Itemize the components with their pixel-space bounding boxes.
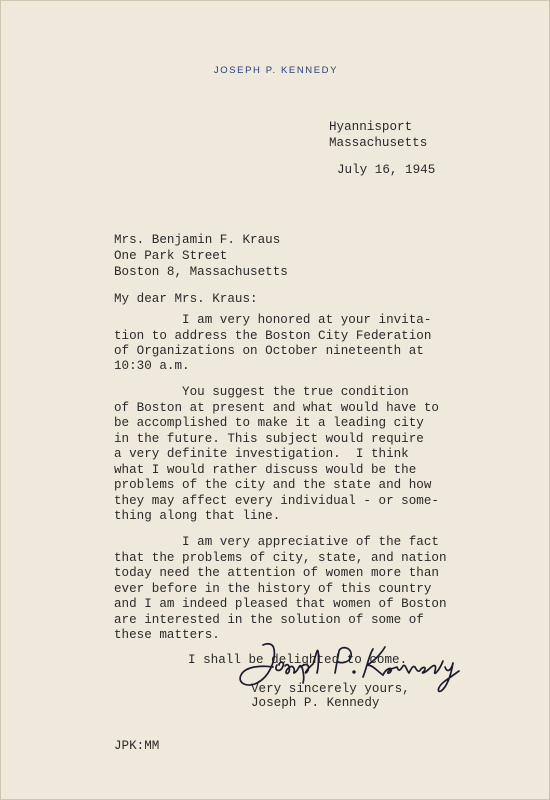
valediction: Very sincerely yours, xyxy=(251,682,410,696)
paragraph-line: tion to address the Boston City Federation xyxy=(114,329,432,343)
letterhead: JOSEPH P. KENNEDY xyxy=(213,65,339,76)
paragraph-line: 10:30 a.m. xyxy=(114,359,190,373)
paragraph-line: today need the attention of women more than xyxy=(114,566,439,580)
recipient-city: Boston 8, Massachusetts xyxy=(114,265,288,279)
place-line-state: Massachusetts xyxy=(329,136,428,150)
reference-initials: JPK:MM xyxy=(114,739,160,753)
recipient-street: One Park Street xyxy=(114,249,228,263)
recipient-name: Mrs. Benjamin F. Kraus xyxy=(114,233,281,247)
letter-date: July 16, 1945 xyxy=(337,163,436,177)
paragraph-line: of Boston at present and what would have to xyxy=(114,401,439,415)
paragraph-line: I am very honored at your invita- xyxy=(114,313,432,327)
paragraph-line: ever before in the history of this country xyxy=(114,582,432,596)
paragraph-line: I am very appreciative of the fact xyxy=(114,535,439,549)
paragraph-line: are interested in the solution of some of xyxy=(114,613,424,627)
place-line-city: Hyannisport xyxy=(329,120,413,134)
paragraph-line: what I would rather discuss would be the xyxy=(114,463,417,477)
paragraph-line: they may affect every individual - or some- xyxy=(114,494,439,508)
paragraph-line: problems of the city and the state and how xyxy=(114,478,432,492)
paragraph-line: that the problems of city, state, and nation xyxy=(114,551,447,565)
paragraph-line: a very definite investigation. I think xyxy=(114,447,409,461)
paragraph-line: these matters. xyxy=(114,628,220,642)
paragraph-line: and I am indeed pleased that women of Boston xyxy=(114,597,447,611)
paragraph-line: thing along that line. xyxy=(114,509,281,523)
closing-line: I shall be delighted to come. xyxy=(188,653,408,667)
paragraph-line: in the future. This subject would require xyxy=(114,432,424,446)
paragraph-line: be accomplished to make it a leading city xyxy=(114,416,424,430)
salutation: My dear Mrs. Kraus: xyxy=(114,292,258,306)
paragraph-line: You suggest the true condition xyxy=(114,385,409,399)
paragraph-line: of Organizations on October nineteenth at xyxy=(114,344,424,358)
handwritten-signature xyxy=(233,631,473,693)
typed-name: Joseph P. Kennedy xyxy=(251,696,380,710)
